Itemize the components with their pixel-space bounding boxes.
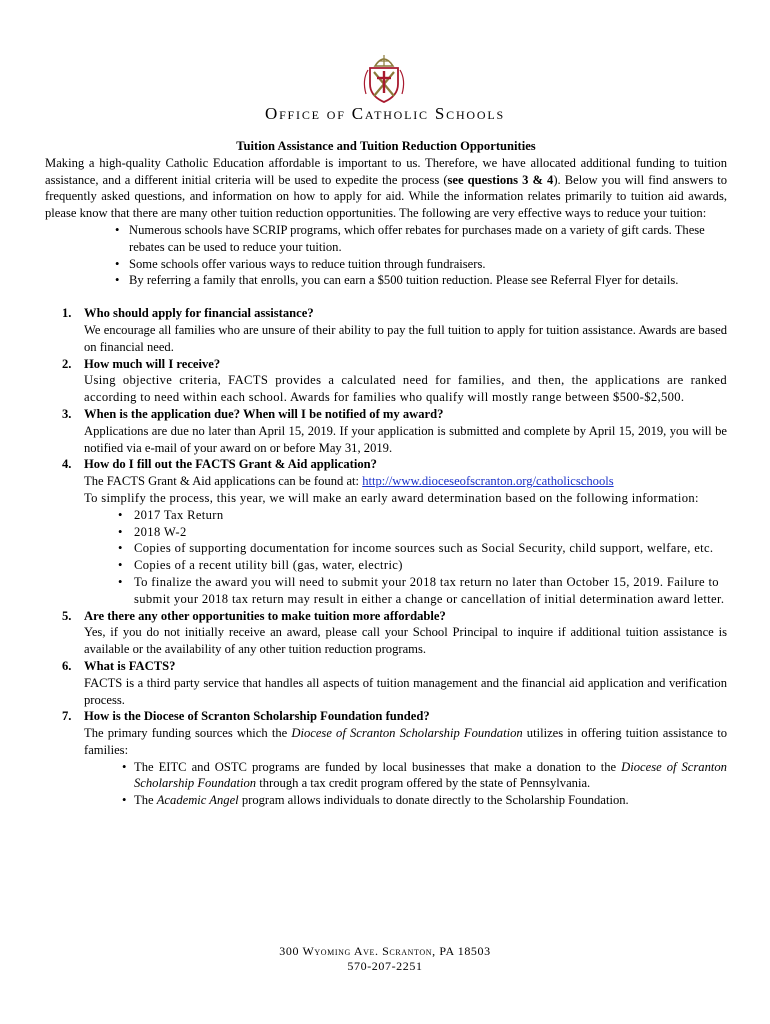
faq-item-3: 3. When is the application due? When will I be notified of my award? Applications are due no later than April 15, 2019. If your application is submitted and complete by April 15, 2019, you will be notified via e-mail of your award on or before May 31, 2019. bbox=[62, 406, 727, 455]
funding-sources-list bbox=[84, 759, 727, 809]
bullet-icon: • bbox=[118, 541, 123, 556]
list-item: • The EITC and OSTC programs are funded by local businesses that make a donation to the Diocese of Scranton Scholarship Foundation through a tax credit program offered by the state of Pennsylvania. bbox=[122, 759, 727, 791]
bullet-icon: • bbox=[118, 574, 123, 589]
list-item: • By referring a family that enrolls, you can earn a $500 tuition reduction. Please see Referral Flyer for details. bbox=[115, 273, 679, 288]
bullet-icon: • bbox=[115, 256, 120, 271]
faq-answer: FACTS is a third party service that handles all aspects of tuition management and the financial aid application and verification process. bbox=[84, 675, 727, 707]
list-item: • Numerous schools have SCRIP programs, which offer rebates for purchases made on a variety of gift cards. These rebates can be used to reduce your tuition. bbox=[115, 222, 705, 254]
faq-answer: We encourage all families who are unsure of their ability to pay the full tuition to apply for tuition assistance. Awards are based on financial need. bbox=[84, 322, 727, 354]
faq-list bbox=[45, 305, 727, 809]
required-documents-list bbox=[84, 507, 727, 608]
bullet-icon: • bbox=[118, 558, 123, 573]
faq-answer-continued: To simplify the process, this year, we will make an early award determination based on the following information: bbox=[84, 490, 699, 505]
faq-item-7: 7. How is the Diocese of Scranton Scholarship Foundation funded? The primary funding sources which the Diocese of Scranton Scholarship Foundation utilizes in offering tuition assistance to families: • The EITC and OSTC programs are funded by local businesses that make a donation to the Diocese of Scranton Scholarship Foundation through a tax credit program offered by the state of Pennsylvania. • The Academic Angel program allows individuals to donate directly to the Scholarship Foundation. bbox=[62, 709, 728, 808]
faq-item-4: 4. How do I fill out the FACTS Grant & Aid application? The FACTS Grant & Aid applications can be found at: http://www.dioceseofscranton.org/catholicschools To simplify the process, this year, we will make an early award determination based on the following information: • 2017 Tax Return • 2018 W-2 • Copies of supporting documentation for income sources such as Social Security, child support, welfare, etc. • Copies of a recent utility bill (gas, water, electric) • To finalize the award you will need to submit your 2018 tax return no later than October 15, 2019. Failure to submit your 2018 tax return may result in either a change or cancellation of initial determination award letter. bbox=[45, 456, 727, 607]
office-title: Office of Catholic Schools bbox=[265, 104, 505, 123]
bullet-icon: • bbox=[122, 793, 127, 808]
document-body bbox=[45, 138, 727, 809]
bullet-icon: • bbox=[118, 524, 123, 539]
faq-item-2: 2. How much will I receive? Using objective criteria, FACTS provides a calculated need for families, and then, the applications are ranked according to need within each school. Awards for families who qualify will mostly range between $500-$2,500. bbox=[62, 356, 727, 405]
faq-question: When is the application due? When will I be notified of my award? bbox=[84, 406, 444, 421]
reduction-ways-list bbox=[45, 222, 727, 289]
list-item: • Copies of supporting documentation for income sources such as Social Security, child support, welfare, etc. bbox=[118, 541, 714, 556]
list-item: • To finalize the award you will need to submit your 2018 tax return no later than October 15, 2019. Failure to submit your 2018 tax return may result in either a change or cancellation of initial determination award letter. bbox=[118, 574, 725, 606]
catholic-schools-link[interactable]: http://www.dioceseofscranton.org/catholicschools bbox=[362, 474, 614, 489]
footer-phone: 570-207-2251 bbox=[347, 959, 423, 973]
intro-bold-reference: see questions 3 & 4 bbox=[447, 172, 554, 187]
bullet-icon: • bbox=[115, 273, 120, 288]
faq-question: Who should apply for financial assistance? bbox=[84, 306, 314, 321]
list-item: • 2018 W-2 bbox=[118, 524, 187, 539]
document-title: Tuition Assistance and Tuition Reduction Opportunities bbox=[236, 139, 536, 153]
diocese-crest-logo bbox=[358, 50, 410, 106]
faq-answer: Applications are due no later than April 15, 2019. If your application is submitted and complete by April 15, 2019, you will be notified via e-mail of your award on or before May 31, 2019. bbox=[84, 423, 727, 455]
faq-question: How do I fill out the FACTS Grant & Aid application? bbox=[84, 457, 377, 472]
faq-answer: The primary funding sources which the Diocese of Scranton Scholarship Foundation utilizes in offering tuition assistance to families: bbox=[84, 726, 728, 757]
intro-paragraph: Making a high-quality Catholic Education affordable is important to us. Therefore, we have allocated additional funding to tuition assistance, and a different initial criteria will be used to expedite the process (see questions 3 & 4). Below you will find answers to frequently asked questions, and information on how to apply for aid. While the information relates primarily to tuition aid awards, please know that there are many other tuition reduction opportunities. The following are very effective ways to reduce your tuition: bbox=[45, 155, 727, 221]
bullet-icon: • bbox=[122, 759, 127, 774]
list-item: • The Academic Angel program allows individuals to donate directly to the Scholarship Foundation. bbox=[122, 793, 629, 808]
faq-question: How much will I receive? bbox=[84, 356, 221, 371]
faq-question: Are there any other opportunities to make tuition more affordable? bbox=[84, 608, 446, 623]
faq-answer: Using objective criteria, FACTS provides a calculated need for families, and then, the applications are ranked according to need within each school. Awards for families who qualify will mostly range between $500-$2,500. bbox=[84, 373, 727, 405]
intro-section bbox=[45, 155, 727, 289]
faq-answer: Yes, if you do not initially receive an award, please call your School Principal to inquire if additional tuition assistance is available or the availability of any other tuition reduction programs. bbox=[84, 625, 727, 657]
list-item: • 2017 Tax Return bbox=[118, 507, 224, 522]
faq-question: How is the Diocese of Scranton Scholarship Foundation funded? bbox=[84, 709, 430, 724]
faq-answer: The FACTS Grant & Aid applications can be found at: http://www.dioceseofscranton.org/catholicschools bbox=[84, 474, 614, 489]
footer-address: 300 Wyoming Ave. Scranton, PA 18503 bbox=[279, 944, 491, 958]
list-item: • Some schools offer various ways to reduce tuition through fundraisers. bbox=[115, 256, 486, 271]
faq-item-5: 5. Are there any other opportunities to make tuition more affordable? Yes, if you do not initially receive an award, please call your School Principal to inquire if additional tuition assistance is available or the availability of any other tuition reduction programs. bbox=[62, 608, 727, 657]
faq-item-6: 6. What is FACTS? FACTS is a third party service that handles all aspects of tuition management and the financial aid application and verification process. bbox=[62, 658, 727, 707]
faq-question: What is FACTS? bbox=[84, 658, 176, 673]
footer bbox=[0, 944, 770, 974]
bullet-icon: • bbox=[118, 507, 123, 522]
bullet-icon: • bbox=[115, 222, 120, 237]
list-item: • Copies of a recent utility bill (gas, water, electric) bbox=[118, 558, 403, 573]
faq-item-1: 1. Who should apply for financial assistance? We encourage all families who are unsure of their ability to pay the full tuition to apply for tuition assistance. Awards are based on financial need. bbox=[62, 306, 727, 354]
